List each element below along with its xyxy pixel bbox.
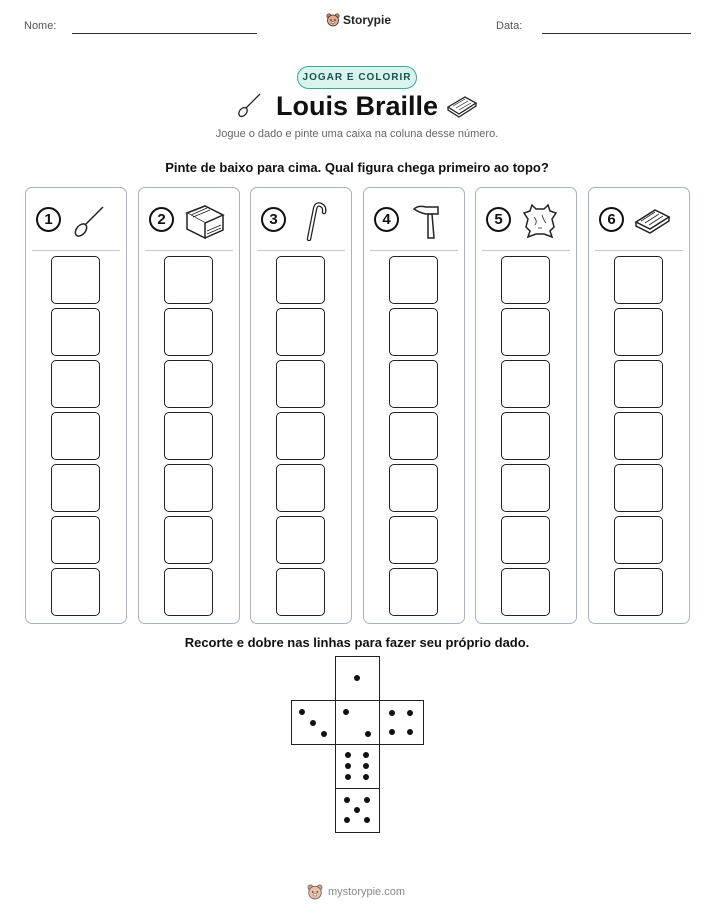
column-divider: [595, 250, 683, 251]
die-pip: [364, 817, 370, 823]
column-6: [588, 187, 690, 624]
die-pip: [354, 675, 360, 681]
leather-hide-icon: [520, 201, 560, 241]
column-divider: [32, 250, 120, 251]
color-box[interactable]: [389, 412, 438, 460]
hammer-icon: [408, 201, 448, 241]
die-pip: [345, 774, 351, 780]
die-pip: [321, 731, 327, 737]
die-instruction: Recorte e dobre nas linhas para fazer seu próprio dado.: [184, 635, 530, 650]
die-pip: [343, 709, 349, 715]
color-box[interactable]: [276, 516, 325, 564]
color-box[interactable]: [389, 568, 438, 616]
color-box[interactable]: [51, 464, 100, 512]
column-2: [138, 187, 240, 624]
page-subtitle: Jogue o dado e pinte uma caixa na coluna desse número.: [215, 128, 499, 140]
cane-icon: [295, 201, 335, 241]
color-box[interactable]: [51, 516, 100, 564]
color-box[interactable]: [389, 308, 438, 356]
color-box[interactable]: [614, 568, 663, 616]
color-box[interactable]: [276, 256, 325, 304]
color-box[interactable]: [51, 256, 100, 304]
column-4: [363, 187, 465, 624]
column-number: 3: [261, 207, 286, 232]
die-face-2: [335, 700, 380, 745]
color-box[interactable]: [51, 568, 100, 616]
color-box[interactable]: [389, 256, 438, 304]
color-box[interactable]: [389, 516, 438, 564]
die-pip: [364, 797, 370, 803]
color-box[interactable]: [51, 412, 100, 460]
book-icon: [183, 201, 227, 241]
date-line[interactable]: [542, 33, 691, 34]
bear-icon: [307, 884, 323, 900]
color-box[interactable]: [164, 308, 213, 356]
color-box[interactable]: [501, 568, 550, 616]
die-pip: [363, 774, 369, 780]
color-box[interactable]: [164, 360, 213, 408]
color-box[interactable]: [276, 412, 325, 460]
activity-badge: JOGAR E COLORIR: [297, 66, 417, 89]
name-label: Nome:: [24, 20, 57, 32]
die-pip: [345, 752, 351, 758]
name-line[interactable]: [72, 33, 257, 34]
color-box[interactable]: [276, 568, 325, 616]
brand-logo: [326, 13, 391, 27]
column-number: 5: [486, 207, 511, 232]
color-box[interactable]: [614, 360, 663, 408]
color-box[interactable]: [276, 360, 325, 408]
column-divider: [482, 250, 570, 251]
color-box[interactable]: [614, 464, 663, 512]
column-number: 1: [36, 207, 61, 232]
footer: [307, 884, 405, 900]
column-3: [250, 187, 352, 624]
color-box[interactable]: [614, 412, 663, 460]
die-pip: [363, 763, 369, 769]
die-face-3: [291, 700, 336, 745]
color-box[interactable]: [276, 464, 325, 512]
column-divider: [257, 250, 345, 251]
color-box[interactable]: [51, 308, 100, 356]
game-instruction: Pinte de baixo para cima. Qual figura chega primeiro ao topo?: [165, 160, 549, 175]
brand-name: Storypie: [343, 13, 392, 27]
color-box[interactable]: [276, 308, 325, 356]
die-pip: [389, 729, 395, 735]
die-pip: [365, 731, 371, 737]
color-box[interactable]: [164, 256, 213, 304]
color-box[interactable]: [51, 360, 100, 408]
die-face-6: [335, 744, 380, 789]
color-box[interactable]: [501, 516, 550, 564]
color-box[interactable]: [164, 516, 213, 564]
die-pip: [407, 729, 413, 735]
column-number: 6: [599, 207, 624, 232]
leather-piece-icon: [445, 94, 479, 118]
die-pip: [310, 720, 316, 726]
die-face-5: [335, 788, 380, 833]
die-pip: [345, 763, 351, 769]
footer-url: mystorypie.com: [328, 886, 406, 898]
color-box[interactable]: [501, 464, 550, 512]
die-pip: [344, 797, 350, 803]
column-divider: [370, 250, 458, 251]
die-face-1: [335, 656, 380, 701]
die-pip: [407, 710, 413, 716]
awl-icon: [70, 201, 110, 241]
column-divider: [145, 250, 233, 251]
die-pip: [354, 807, 360, 813]
color-box[interactable]: [501, 360, 550, 408]
date-label: Data:: [496, 20, 523, 32]
color-box[interactable]: [614, 308, 663, 356]
die-pip: [344, 817, 350, 823]
column-5: [475, 187, 577, 624]
color-box[interactable]: [164, 464, 213, 512]
color-box[interactable]: [501, 256, 550, 304]
color-box[interactable]: [164, 412, 213, 460]
column-number: 2: [149, 207, 174, 232]
die-pip: [363, 752, 369, 758]
color-box[interactable]: [389, 464, 438, 512]
column-number: 4: [374, 207, 399, 232]
color-box[interactable]: [389, 360, 438, 408]
color-box[interactable]: [501, 412, 550, 460]
page-title: Louis Braille: [275, 91, 439, 121]
color-box[interactable]: [614, 516, 663, 564]
die-pip: [389, 710, 395, 716]
die-face-4: [379, 700, 424, 745]
column-1: [25, 187, 127, 624]
color-box[interactable]: [614, 256, 663, 304]
color-box[interactable]: [164, 568, 213, 616]
color-box[interactable]: [501, 308, 550, 356]
bear-icon: [326, 13, 340, 27]
die-pip: [299, 709, 305, 715]
leather-piece-icon: [633, 201, 673, 241]
